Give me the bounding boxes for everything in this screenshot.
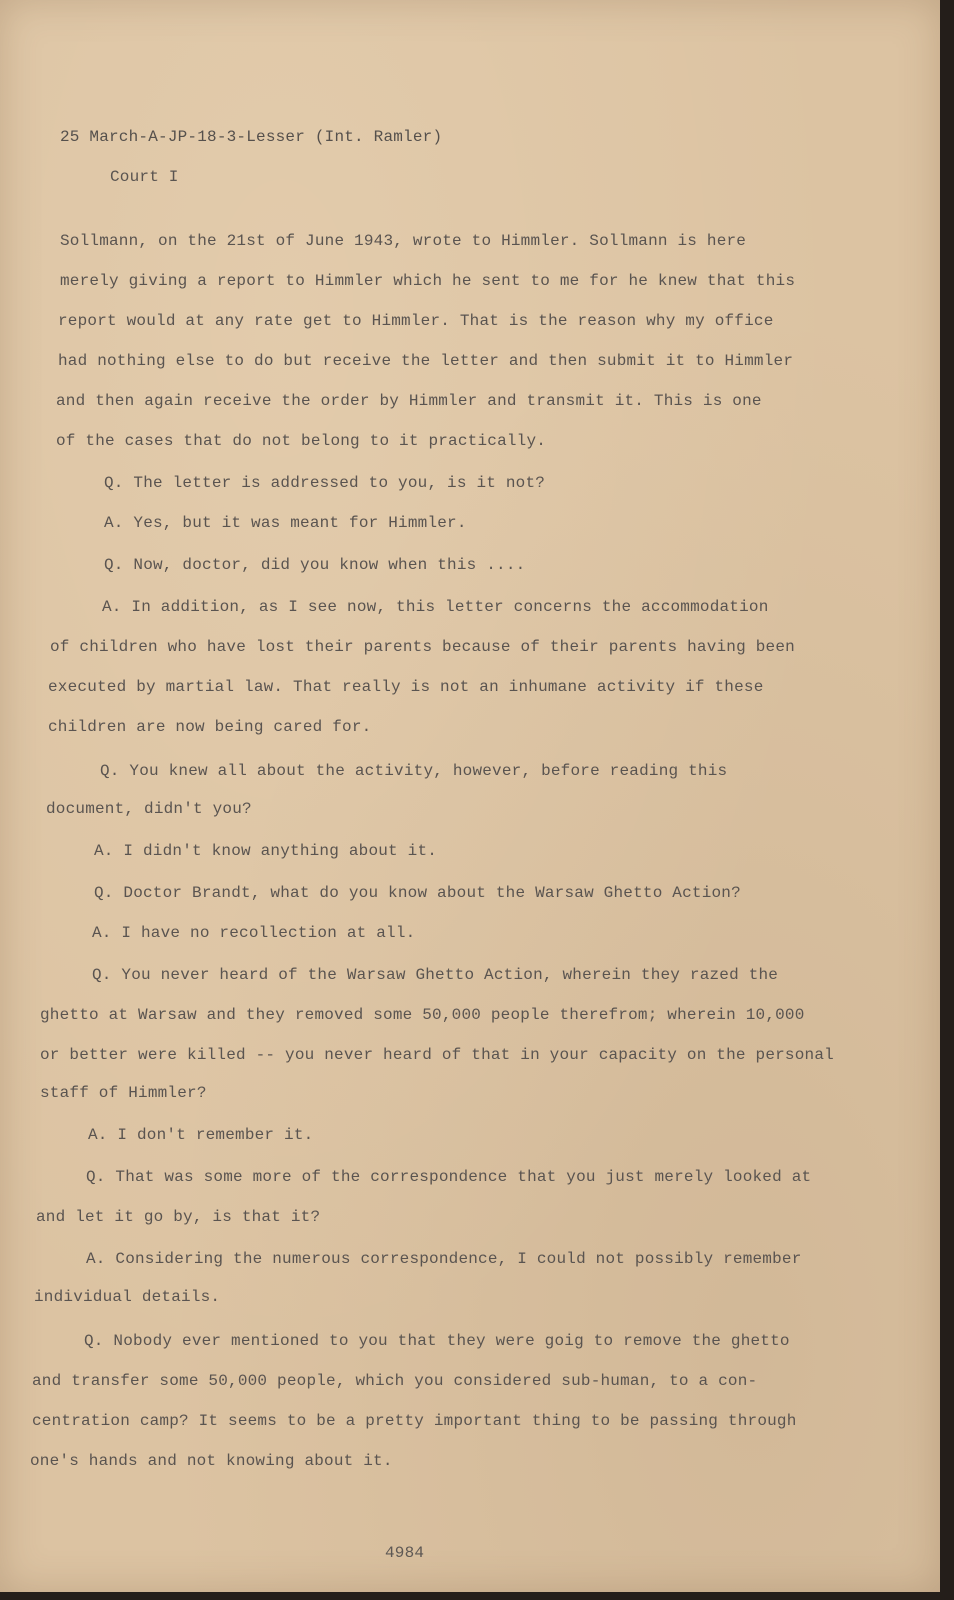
text-line: report would at any rate get to Himmler. That is the reason why my office <box>58 312 774 330</box>
text-line: and transfer some 50,000 people, which you considered sub-human, to a con- <box>32 1372 758 1390</box>
answer-line: A. I don't remember it. <box>88 1126 314 1144</box>
text-line: individual details. <box>34 1288 221 1306</box>
text-line: of children who have lost their parents because of their parents having been <box>50 638 795 656</box>
question-line: Q. Doctor Brandt, what do you know about the Warsaw Ghetto Action? <box>94 884 741 902</box>
question-line: Q. You never heard of the Warsaw Ghetto Action, wherein they razed the <box>92 966 779 984</box>
text-line: one's hands and not knowing about it. <box>30 1452 393 1470</box>
question-line: Q. Now, doctor, did you know when this .... <box>104 556 526 574</box>
question-line: Q. Nobody ever mentioned to you that they were goig to remove the ghetto <box>84 1332 790 1350</box>
text-line: or better were killed -- you never heard of that in your capacity on the personal <box>40 1046 834 1064</box>
scan-edge-right <box>940 0 954 1600</box>
text-line: executed by martial law. That really is not an inhumane activity if these <box>48 678 764 696</box>
answer-line: A. Considering the numerous correspondence, I could not possibly remember <box>86 1250 802 1268</box>
answer-line: A. In addition, as I see now, this letter concerns the accommodation <box>102 598 769 616</box>
court-label: Court I <box>110 168 179 186</box>
question-line: Q. That was some more of the correspondence that you just merely looked at <box>86 1168 812 1186</box>
page-number: 4984 <box>385 1544 425 1562</box>
text-line: Sollmann, on the 21st of June 1943, wrote to Himmler. Sollmann is here <box>60 232 747 250</box>
text-line: staff of Himmler? <box>40 1084 207 1102</box>
text-line: document, didn't you? <box>46 800 252 818</box>
text-line: centration camp? It seems to be a pretty important thing to be passing through <box>32 1412 797 1430</box>
answer-line: A. I didn't know anything about it. <box>94 842 438 860</box>
text-line: merely giving a report to Himmler which he sent to me for he knew that this <box>60 272 796 290</box>
scan-edge-bottom <box>0 1592 954 1600</box>
question-line: Q. The letter is addressed to you, is it not? <box>104 474 546 492</box>
document-header: 25 March-A-JP-18-3-Lesser (Int. Ramler) <box>60 128 443 146</box>
text-line: children are now being cared for. <box>48 718 372 736</box>
answer-line: A. Yes, but it was meant for Himmler. <box>104 514 467 532</box>
text-line: and then again receive the order by Himmler and transmit it. This is one <box>56 392 762 410</box>
answer-line: A. I have no recollection at all. <box>92 924 416 942</box>
text-line: of the cases that do not belong to it practically. <box>56 432 547 450</box>
text-line: and let it go by, is that it? <box>36 1208 321 1226</box>
text-line: ghetto at Warsaw and they removed some 50,000 people therefrom; wherein 10,000 <box>40 1006 805 1024</box>
text-line: had nothing else to do but receive the letter and then submit it to Himmler <box>58 352 794 370</box>
question-line: Q. You knew all about the activity, however, before reading this <box>100 762 728 780</box>
